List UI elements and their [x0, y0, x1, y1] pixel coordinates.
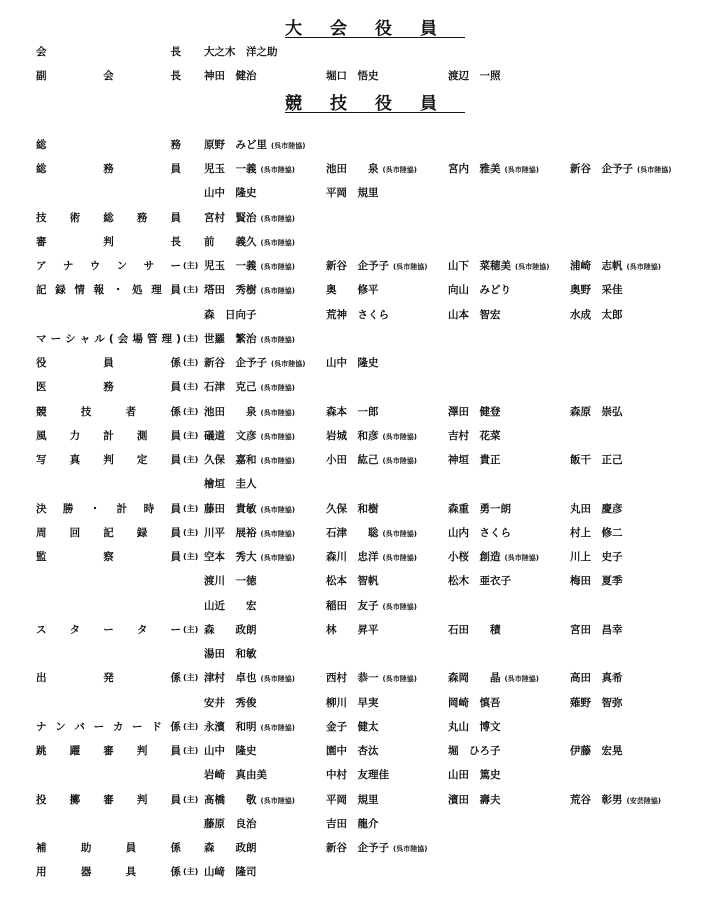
official-name: 新谷 企予子 (呉市陸協) [570, 163, 672, 175]
association-tag: (呉市陸協) [382, 554, 417, 562]
association-tag: (呉市陸協) [382, 457, 417, 465]
association-tag: (呉市陸協) [260, 384, 295, 392]
official-name: 吉田 龍介 [326, 818, 379, 830]
role-label: 競 技 者 係 [36, 406, 181, 418]
association-tag: (呉市陸協) [393, 845, 428, 853]
official-name: 濱田 壽夫 [448, 794, 501, 806]
association-tag: (呉市陸協) [260, 409, 295, 417]
official-name: 中村 友理佳 [326, 769, 389, 781]
role-label [36, 645, 181, 663]
official-name: 荒神 さくら [326, 309, 389, 321]
association-tag: (呉市陸協) [382, 675, 417, 683]
lead-mark: (主) [183, 382, 199, 391]
association-tag: (呉市陸協) [626, 263, 661, 271]
association-tag: (呉市陸協) [260, 675, 295, 683]
role-label: 風 力 計 測 員 [36, 430, 181, 442]
official-name: 池田 泉 (呉市陸協) [204, 406, 295, 418]
official-name: 向山 みどり [448, 284, 511, 296]
official-name: 森川 忠洋 (呉市陸協) [326, 551, 417, 563]
role-label [36, 306, 181, 324]
official-name: 山﨑 隆司 [204, 866, 257, 878]
official-name: 堀 ひろ子 [448, 745, 501, 757]
official-name: 礒道 文彦 (呉市陸協) [204, 430, 295, 442]
official-name: 森本 一郎 [326, 406, 379, 418]
official-name: 山下 菜穂美 (呉市陸協) [448, 260, 550, 272]
association-tag: (呉市陸協) [260, 166, 295, 174]
official-name: 神垣 貴正 [448, 454, 501, 466]
lead-mark: (主) [183, 285, 199, 294]
official-name: 児玉 一義 (呉市陸協) [204, 260, 295, 272]
official-name: 高田 真希 [570, 672, 623, 684]
role-label [36, 815, 181, 833]
official-name: 松本 智帆 [326, 575, 379, 587]
official-name: 新谷 企予子 (呉市陸協) [326, 260, 428, 272]
role-label: 監 察 員 [36, 551, 181, 563]
official-name: 宮村 賢治 (呉市陸協) [204, 212, 295, 224]
lead-mark: (主) [183, 552, 199, 561]
association-tag: (呉市陸協) [504, 166, 539, 174]
role-label: ア ナ ウ ン サ ー [36, 260, 181, 272]
official-name: 久保 和樹 [326, 503, 379, 515]
official-name: 澤田 健登 [448, 406, 501, 418]
official-name: 宮内 雅美 (呉市陸協) [448, 163, 539, 175]
role-label [36, 597, 181, 615]
role-label [36, 694, 181, 712]
official-name: 湯田 和敏 [204, 648, 257, 660]
official-name: 川上 史子 [570, 551, 623, 563]
official-name: 山本 智宏 [448, 309, 501, 321]
official-name: 柳川 早実 [326, 697, 379, 709]
official-name: 新谷 企予子 (呉市陸協) [204, 357, 306, 369]
official-name: 丸田 慶彦 [570, 503, 623, 515]
association-tag: (呉市陸協) [382, 603, 417, 611]
lead-mark: (主) [183, 334, 199, 343]
official-name: 水成 太郎 [570, 309, 623, 321]
official-name: 原野 みど里 (呉市陸協) [204, 139, 306, 151]
official-name: 奥 修平 [326, 284, 379, 296]
official-name: 宮田 昌幸 [570, 624, 623, 636]
official-name: 空本 秀大 (呉市陸協) [204, 551, 295, 563]
official-name: 藤原 良治 [204, 818, 257, 830]
role-label: 技 術 総 務 員 [36, 212, 181, 224]
title-kyogi-yakuin: 競技役員 [285, 94, 465, 114]
official-name: 梅田 夏季 [570, 575, 623, 587]
role-label: 副 会 長 [36, 70, 181, 82]
lead-mark: (主) [183, 504, 199, 513]
official-name: 山田 篤史 [448, 769, 501, 781]
lead-mark: (主) [183, 867, 199, 876]
official-name: 森重 勇一朗 [448, 503, 511, 515]
association-tag: (呉市陸協) [504, 554, 539, 562]
lead-mark: (主) [183, 673, 199, 682]
official-name: 檜垣 圭人 [204, 478, 257, 490]
role-label: 記 録 情 報 ・ 処 理 員 [36, 284, 181, 296]
official-name: 前 義久 (呉市陸協) [204, 236, 295, 248]
official-name: 岡崎 慎吾 [448, 697, 501, 709]
lead-mark: (主) [183, 625, 199, 634]
official-name: 塔田 秀樹 (呉市陸協) [204, 284, 295, 296]
official-name: 平岡 規里 [326, 794, 379, 806]
official-name: 飯干 正己 [570, 454, 623, 466]
role-label: 総 務 員 [36, 163, 181, 175]
official-name: 薙野 智弥 [570, 697, 623, 709]
official-name: 金子 健太 [326, 721, 379, 733]
official-name: 岩崎 真由美 [204, 769, 267, 781]
association-tag: (呉市陸協) [504, 675, 539, 683]
association-tag: (呉市陸協) [260, 336, 295, 344]
official-name: 森岡 晶 (呉市陸協) [448, 672, 539, 684]
official-name: 村上 修二 [570, 527, 623, 539]
lead-mark: (主) [183, 455, 199, 464]
lead-mark: (主) [183, 358, 199, 367]
official-name: 津村 卓也 (呉市陸協) [204, 672, 295, 684]
official-name: 石津 克己 (呉市陸協) [204, 381, 295, 393]
official-name: 伊藤 宏晃 [570, 745, 623, 757]
official-name: 吉村 花菜 [448, 430, 501, 442]
official-name: 森 政朗 [204, 842, 257, 854]
association-tag: (呉市陸協) [382, 530, 417, 538]
official-name: 山近 宏 [204, 600, 257, 612]
role-label: ス タ ー タ ー [36, 624, 181, 636]
association-tag: (呉市陸協) [260, 530, 295, 538]
official-name: 神田 健治 [204, 70, 257, 82]
role-label: 用 器 具 係 [36, 866, 181, 878]
role-label: 総 務 [36, 139, 181, 151]
official-name: 堀口 悟史 [326, 70, 379, 82]
lead-mark: (主) [183, 746, 199, 755]
official-name: 山中 隆史 [326, 357, 379, 369]
role-label: ナ ン バ ー カ ー ド 係 [36, 721, 181, 733]
role-label: マ ー シ ャ ル ( 会 場 管 理 ) [36, 333, 181, 345]
lead-mark: (主) [183, 407, 199, 416]
association-tag: (呉市陸協) [393, 263, 428, 271]
association-tag: (呉市陸協) [260, 457, 295, 465]
role-label [36, 475, 181, 493]
official-name: 安井 秀俊 [204, 697, 257, 709]
association-tag: (呉市陸協) [382, 166, 417, 174]
official-name: 園中 杏汰 [326, 745, 379, 757]
official-name: 大之木 洋之助 [204, 46, 278, 58]
official-name: 川平 展裕 (呉市陸協) [204, 527, 295, 539]
role-label: 審 判 長 [36, 236, 181, 248]
association-tag: (呉市陸協) [260, 724, 295, 732]
lead-mark: (主) [183, 431, 199, 440]
role-label: 補 助 員 係 [36, 842, 181, 854]
official-name: 藤田 貴敏 (呉市陸協) [204, 503, 295, 515]
association-tag: (呉市陸協) [260, 215, 295, 223]
role-label: 投 擲 審 判 員 [36, 794, 181, 806]
lead-mark: (主) [183, 795, 199, 804]
lead-mark: (主) [183, 528, 199, 537]
official-name: 林 昇平 [326, 624, 379, 636]
official-name: 平岡 規里 [326, 187, 379, 199]
role-label [36, 572, 181, 590]
role-label: 会 長 [36, 46, 181, 58]
role-label: 写 真 判 定 員 [36, 454, 181, 466]
association-tag: (呉市陸協) [515, 263, 550, 271]
role-label: 決 勝 ・ 計 時 員 [36, 503, 181, 515]
official-name: 山中 隆史 [204, 745, 257, 757]
official-name: 永濱 和明 (呉市陸協) [204, 721, 295, 733]
official-name: 渡辺 一照 [448, 70, 501, 82]
role-label: 出 発 係 [36, 672, 181, 684]
official-name: 小田 紘己 (呉市陸協) [326, 454, 417, 466]
association-tag: (呉市陸協) [260, 433, 295, 441]
association-tag: (呉市陸協) [260, 287, 295, 295]
association-tag: (呉市陸協) [271, 360, 306, 368]
official-name: 奥野 采佳 [570, 284, 623, 296]
official-name: 稲田 友子 (呉市陸協) [326, 600, 417, 612]
role-label: 役 員 係 [36, 357, 181, 369]
official-name: 池田 泉 (呉市陸協) [326, 163, 417, 175]
official-name: 久保 嘉和 (呉市陸協) [204, 454, 295, 466]
association-tag: (安芸陸協) [626, 797, 661, 805]
official-name: 山中 隆史 [204, 187, 257, 199]
official-name: 石田 積 [448, 624, 501, 636]
role-label: 医 務 員 [36, 381, 181, 393]
official-name: 新谷 企予子 (呉市陸協) [326, 842, 428, 854]
lead-mark: (主) [183, 261, 199, 270]
role-label [36, 184, 181, 202]
title-taikai-yakuin: 大会役員 [285, 19, 465, 39]
official-name: 石津 聡 (呉市陸協) [326, 527, 417, 539]
association-tag: (呉市陸協) [260, 239, 295, 247]
role-label [36, 766, 181, 784]
official-name: 森原 崇弘 [570, 406, 623, 418]
association-tag: (呉市陸協) [260, 263, 295, 271]
lead-mark: (主) [183, 722, 199, 731]
role-label: 周 回 記 録 員 [36, 527, 181, 539]
official-name: 岩城 和彦 (呉市陸協) [326, 430, 417, 442]
official-name: 森 政朗 [204, 624, 257, 636]
association-tag: (呉市陸協) [260, 506, 295, 514]
official-name: 西村 恭一 (呉市陸協) [326, 672, 417, 684]
official-name: 森 日向子 [204, 309, 257, 321]
association-tag: (呉市陸協) [382, 433, 417, 441]
role-label: 跳 躍 審 判 員 [36, 745, 181, 757]
association-tag: (呉市陸協) [260, 797, 295, 805]
official-name: 荒谷 彰男 (安芸陸協) [570, 794, 661, 806]
official-name: 浦崎 志帆 (呉市陸協) [570, 260, 661, 272]
association-tag: (呉市陸協) [637, 166, 672, 174]
official-name: 渡川 一徳 [204, 575, 257, 587]
official-name: 丸山 博文 [448, 721, 501, 733]
official-name: 山内 さくら [448, 527, 511, 539]
association-tag: (呉市陸協) [271, 142, 306, 150]
official-name: 小桜 創造 (呉市陸協) [448, 551, 539, 563]
official-name: 松木 亜衣子 [448, 575, 511, 587]
association-tag: (呉市陸協) [260, 554, 295, 562]
official-name: 児玉 一義 (呉市陸協) [204, 163, 295, 175]
official-name: 髙橋 敬 (呉市陸協) [204, 794, 295, 806]
official-name: 世羅 繁治 (呉市陸協) [204, 333, 295, 345]
